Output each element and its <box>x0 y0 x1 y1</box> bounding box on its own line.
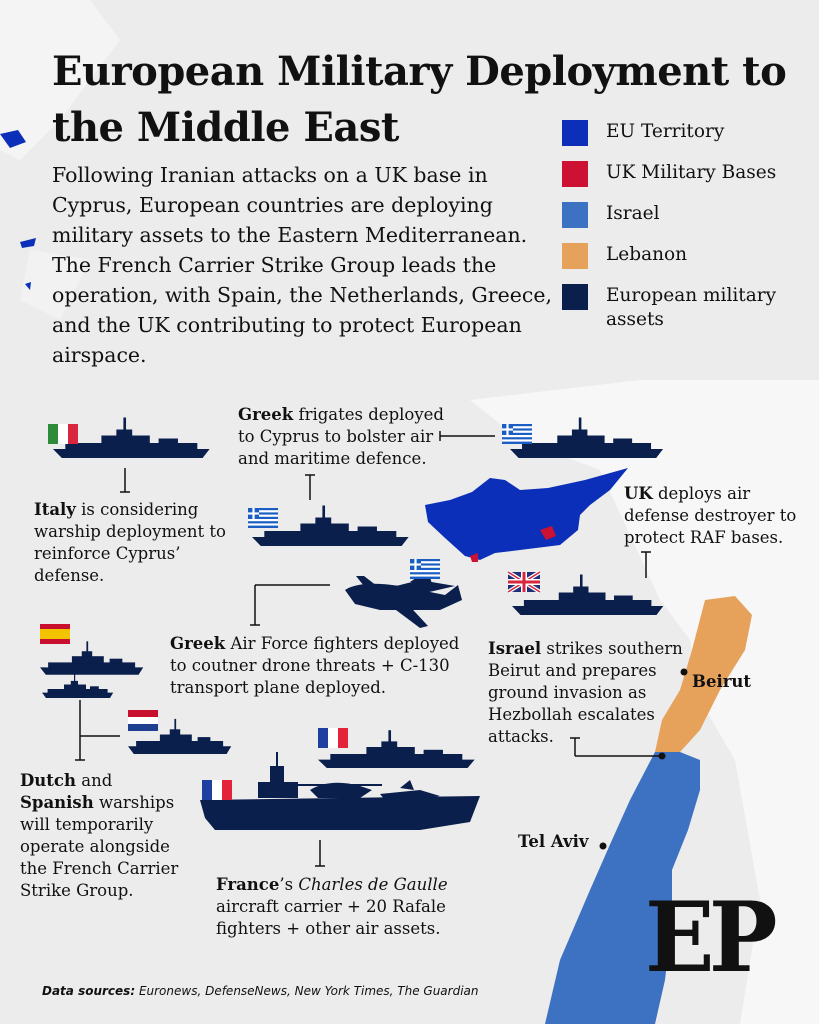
legend-swatch <box>562 202 588 228</box>
legend-item-military-assets <box>562 284 806 332</box>
annotation-greece-air <box>170 633 470 699</box>
annotation-text: aircraft carrier + 20 Rafale fighters + other air assets. <box>216 897 446 938</box>
legend-item-eu-territory <box>562 120 806 146</box>
annotation-bold: Italy <box>34 500 76 519</box>
annotation-france <box>216 874 466 940</box>
ep-logo: EP <box>645 881 772 994</box>
legend-swatch <box>562 120 588 146</box>
annotation-text: ’s <box>279 875 299 894</box>
place-label-beirut: Beirut <box>692 672 752 691</box>
legend-swatch <box>562 161 588 187</box>
legend-label: Lebanon <box>606 244 688 265</box>
sources-text: Euronews, DefenseNews, New York Times, The Guardian <box>135 984 479 998</box>
annotation-bold: France <box>216 875 280 894</box>
annotation-text: Air Force fighters deployed to coutner drone threats + C-130 transport plane deployed. <box>170 634 460 697</box>
legend-item-israel <box>562 202 806 228</box>
annotation-uk <box>624 483 814 549</box>
annotation-italic: Charles de Gaulle <box>298 875 448 894</box>
annotation-text: and <box>75 771 113 790</box>
annotation-text: deploys air defense destroyer to protect RAF bases. <box>624 484 797 547</box>
flag-italy-icon <box>48 424 78 444</box>
annotation-text: warships will temporarily operate alongside the French Carrier Strike Group. <box>20 793 179 900</box>
annotation-italy <box>34 499 244 587</box>
annotation-bold: UK <box>624 484 653 503</box>
sources-label: Data sources: <box>42 984 136 998</box>
legend-label: UK Military Bases <box>606 162 777 183</box>
annotation-text: frigates deployed to Cyprus to bolster air and maritime defence. <box>238 405 444 468</box>
annotation-bold: Dutch <box>20 771 76 790</box>
annotation-bold: Greek <box>238 405 294 424</box>
legend-label: EU Territory <box>606 121 725 142</box>
annotation-israel <box>488 638 698 748</box>
flag-uk-icon <box>508 572 540 592</box>
annotation-bold: Spanish <box>20 793 94 812</box>
annotation-bold: Greek <box>170 634 226 653</box>
page-title: European Military Deployment to the Middle East <box>52 48 787 151</box>
legend-item-uk-bases <box>562 161 806 187</box>
legend-label: Israel <box>606 203 660 224</box>
annotation-bold: Israel <box>488 639 542 658</box>
annotation-greece-navy <box>238 404 458 470</box>
legend-swatch <box>562 243 588 269</box>
flag-netherlands-icon <box>128 710 158 731</box>
legend-label: European military assets <box>606 285 777 330</box>
intro-text: Following Iranian attacks on a UK base in Cyprus, European countries are deploying military assets to the Eastern Mediterranean. The French Carrier Strike Group leads the operation, with Spain, the Netherlands, Greece, and the UK contributing to protect European airspace. <box>52 163 552 367</box>
legend-item-lebanon <box>562 243 806 269</box>
data-sources <box>42 984 479 998</box>
annotation-dutch-spanish <box>20 770 190 902</box>
flag-spain-icon <box>40 624 70 644</box>
annotation-text: is considering warship deployment to reinforce Cyprus’ defense. <box>34 500 226 585</box>
place-label-tel-aviv: Tel Aviv <box>518 832 589 851</box>
legend-swatch <box>562 284 588 310</box>
annotation-text: strikes southern Beirut and prepares ground invasion as Hezbollah escalates attacks. <box>488 639 683 746</box>
